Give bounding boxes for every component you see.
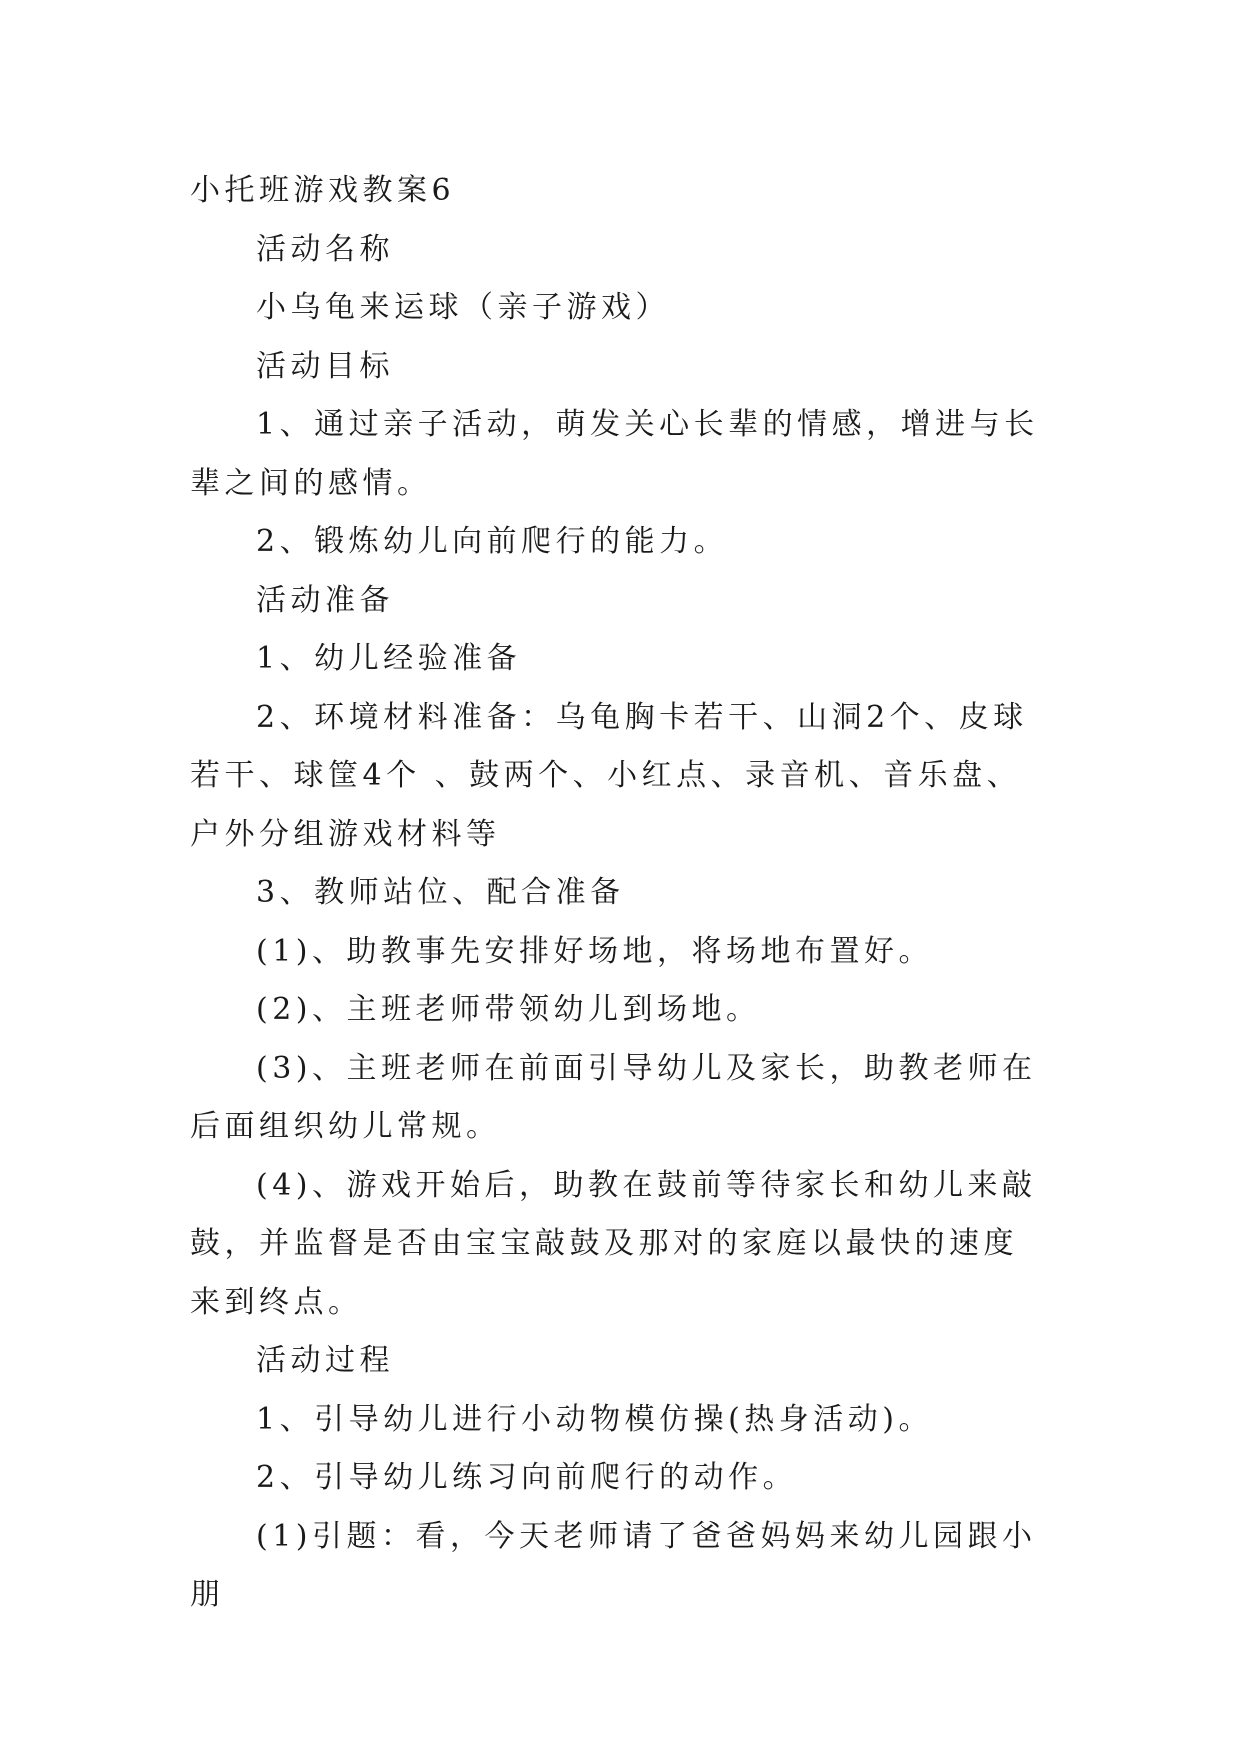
- paragraph-goal-1: 1、通过亲子活动，萌发关心长辈的情感，增进与长辈之间的感情。: [190, 407, 1039, 501]
- paragraph-preparation-1: 1、幼儿经验准备: [256, 641, 522, 676]
- paragraph-preparation-heading: 活动准备: [256, 582, 394, 618]
- paragraph-preparation-3: 3、教师站位、配合准备: [256, 875, 625, 910]
- paragraph-step-1: (1)、助教事先安排好场地，将场地布置好。: [256, 933, 933, 969]
- document-title: 小托班游戏教案6: [190, 173, 456, 208]
- paragraph-step-4: (4)、游戏开始后，助教在鼓前等待家长和幼儿来敲鼓，并监督是否由宝宝敲鼓及那对的家庭以最快的速度来到终点。: [190, 1167, 1037, 1320]
- paragraph-activity-goals-heading: 活动目标: [256, 348, 394, 384]
- paragraph-activity-name: 小乌龟来运球（亲子游戏）: [256, 290, 670, 325]
- paragraph-step-2: (2)、主班老师带领幼儿到场地。: [256, 992, 761, 1027]
- paragraph-process-2-1: (1)引题：看，今天老师请了爸爸妈妈来幼儿园跟小朋: [190, 1518, 1037, 1612]
- paragraph-process-2: 2、引导幼儿练习向前爬行的动作。: [256, 1460, 798, 1495]
- paragraph-step-3: (3)、主班老师在前面引导幼儿及家长，助教老师在后面组织幼儿常规。: [190, 1050, 1037, 1144]
- paragraph-activity-name-heading: 活动名称: [256, 231, 394, 267]
- paragraph-process-heading: 活动过程: [256, 1343, 394, 1378]
- paragraph-preparation-2: 2、环境材料准备：乌龟胸卡若干、山洞2个、皮球若干、球筐4个 、鼓两个、小红点、录音机、音乐盘、户外分组游戏材料等: [190, 699, 1028, 852]
- paragraph-goal-2: 2、锻炼幼儿向前爬行的能力。: [256, 524, 729, 559]
- paragraph-process-1: 1、引导幼儿进行小动物模仿操(热身活动)。: [256, 1401, 933, 1437]
- document-body: [190, 162, 1050, 1625]
